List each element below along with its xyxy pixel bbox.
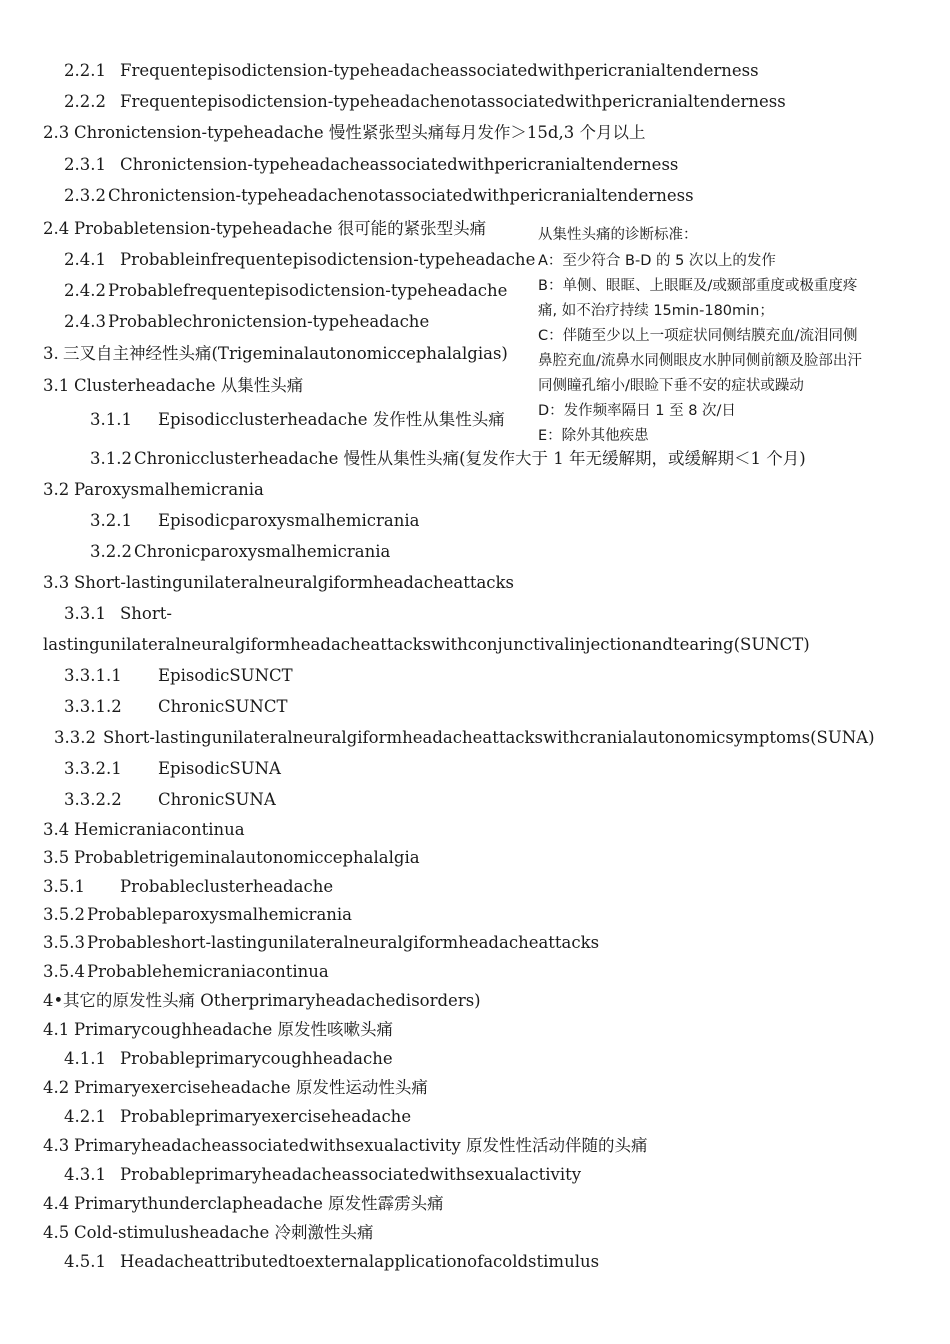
outline-line: 2.3.1 Chronictension-typeheadacheassociatedwithpericranialtenderness bbox=[64, 155, 679, 174]
criteria-item: 鼻腔充血/流鼻水同侧眼皮水肿同侧前额及脸部出汗 bbox=[538, 353, 862, 369]
criteria-item: A：至少符合 B-D 的 5 次以上的发作 bbox=[538, 253, 776, 269]
outline-line: 3.5.3 Probableshort-lastingunilateralneuralgiformheadacheattacks bbox=[43, 933, 600, 952]
outline-line: 3.3 Short-lastingunilateralneuralgiformheadacheattacks bbox=[43, 573, 515, 592]
outline-line: 3.5.4 Probablehemicraniacontinua bbox=[43, 962, 329, 981]
outline-line: 3. 三叉自主神经性头痛(Trigeminalautonomiccephalalgias) bbox=[43, 344, 508, 363]
outline-line: 4.5.1 Headacheattributedtoexternalapplicationofacoldstimulus bbox=[64, 1252, 600, 1271]
outline-line: 4.2.1 Probableprimaryexerciseheadache bbox=[64, 1107, 412, 1126]
outline-line: 2.3 Chronictension-typeheadache 慢性紧张型头痛每月发作＞15d,3 个月以上 bbox=[43, 123, 646, 142]
criteria-item: E：除外其他疾患 bbox=[538, 428, 649, 444]
outline-line: 2.3.2 Chronictension-typeheadachenotassociatedwithpericranialtenderness bbox=[64, 186, 694, 205]
criteria-item: 痛, 如不治疗持续 15min-180min； bbox=[538, 303, 774, 319]
outline-line: 3.2 Paroxysmalhemicrania bbox=[43, 480, 264, 499]
outline-line: 4.4 Primarythunderclapheadache 原发性霹雳头痛 bbox=[43, 1194, 444, 1213]
outline-line: 4.1.1 Probableprimarycoughheadache bbox=[64, 1049, 393, 1068]
criteria-item: D：发作频率隔日 1 至 8 次/日 bbox=[538, 403, 736, 419]
outline-line: 3.3.1 Short- bbox=[64, 604, 172, 623]
criteria-item: C：伴随至少以上一项症状同侧结膜充血/流泪同侧 bbox=[538, 328, 858, 344]
outline-line: 2.4.2 Probablefrequentepisodictension-typeheadache bbox=[64, 281, 508, 300]
outline-line: 4.2 Primaryexerciseheadache 原发性运动性头痛 bbox=[43, 1078, 428, 1097]
outline-line: 3.1.1 Episodicclusterheadache 发作性从集性头痛 bbox=[90, 410, 505, 429]
outline-line: 3.4 Hemicraniacontinua bbox=[43, 820, 245, 839]
outline-line: 3.1 Clusterheadache 从集性头痛 bbox=[43, 376, 304, 395]
outline-line: 4.5 Cold-stimulusheadache 冷刺激性头痛 bbox=[43, 1223, 374, 1242]
outline-line: 3.2.2 Chronicparoxysmalhemicrania bbox=[90, 542, 391, 561]
outline-line: 2.2.1 Frequentepisodictension-typeheadacheassociatedwithpericranialtenderness bbox=[64, 61, 759, 80]
outline-line: 3.3.1.1 EpisodicSUNCT bbox=[64, 666, 293, 685]
outline-line: 3.5.1 Probableclusterheadache bbox=[43, 877, 334, 896]
outline-line: 2.4.3 Probablechronictension-typeheadache bbox=[64, 312, 430, 331]
outline-line: 3.5 Probabletrigeminalautonomiccephalalgia bbox=[43, 848, 420, 867]
outline-line: 4•其它的原发性头痛 Otherprimaryheadachedisorders) bbox=[43, 991, 481, 1010]
outline-line: 3.3.2 Short-lastingunilateralneuralgiformheadacheattackswithcranialautonomicsymptoms(SUNA) bbox=[54, 728, 875, 747]
outline-line: 3.1.2 Chronicclusterheadache 慢性从集性头痛(复发作大于 1 年无缓解期，或缓解期＜1 个月) bbox=[90, 449, 806, 468]
outline-line: 4.3 Primaryheadacheassociatedwithsexualactivity 原发性性活动伴随的头痛 bbox=[43, 1136, 648, 1155]
criteria-title: 从集性头痛的诊断标准： bbox=[538, 227, 698, 243]
criteria-item: 同侧瞳孔缩小/眼睑下垂不安的症状或躁动 bbox=[538, 378, 804, 394]
outline-line: 2.2.2 Frequentepisodictension-typeheadachenotassociatedwithpericranialtenderness bbox=[64, 92, 786, 111]
outline-line: 4.3.1 Probableprimaryheadacheassociatedwithsexualactivity bbox=[64, 1165, 582, 1184]
outline-line: 3.3.2.1 EpisodicSUNA bbox=[64, 759, 281, 778]
outline-line: 2.4 Probabletension-typeheadache 很可能的紧张型头痛 bbox=[43, 219, 487, 238]
outline-line: 3.3.2.2 ChronicSUNA bbox=[64, 790, 276, 809]
outline-line: 4.1 Primarycoughheadache 原发性咳嗽头痛 bbox=[43, 1020, 393, 1039]
outline-line: lastingunilateralneuralgiformheadacheattackswithconjunctivalinjectionandtearing(SUNCT) bbox=[43, 635, 810, 654]
outline-line: 3.5.2 Probableparoxysmalhemicrania bbox=[43, 905, 353, 924]
outline-line: 3.3.1.2 ChronicSUNCT bbox=[64, 697, 288, 716]
outline-line: 2.4.1 Probableinfrequentepisodictension-typeheadache bbox=[64, 250, 536, 269]
outline-line: 3.2.1 Episodicparoxysmalhemicrania bbox=[90, 511, 420, 530]
criteria-item: B：单侧、眼眶、上眼眶及/或颞部重度或极重度疼 bbox=[538, 278, 858, 294]
